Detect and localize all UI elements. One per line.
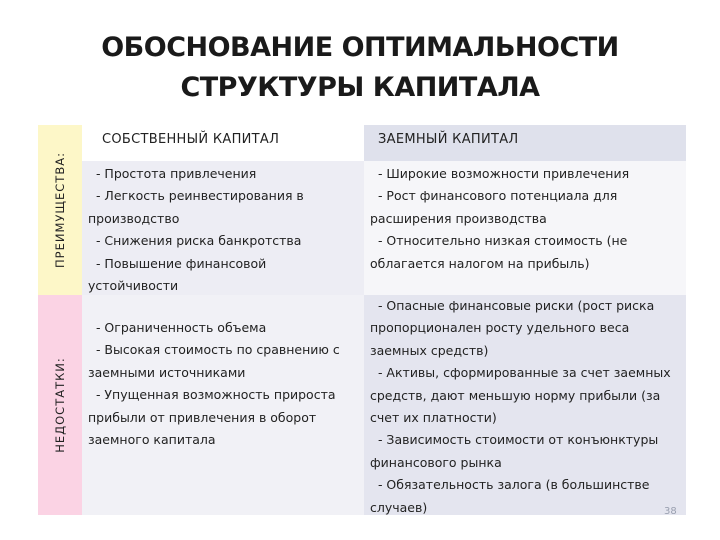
disadvantages-row-header [38, 295, 82, 515]
debt-capital-label: ЗАЕМНЫЙ КАПИТАЛ [378, 132, 519, 147]
cell-line: - Простота привлечения [88, 166, 257, 181]
cell-line: финансового рынка [370, 454, 502, 470]
cell-advantages-debt [364, 161, 686, 295]
cell-line: счет их платности) [370, 410, 497, 426]
cell-line: устойчивости [88, 278, 179, 294]
cell-line: - Снижения риска банкротства [88, 233, 302, 249]
disadvantages-label: НЕДОСТАТКИ: [53, 357, 67, 453]
cell-line: - Обязательность залога (в большинстве [370, 477, 650, 493]
cell-line: пропорционален росту удельного веса [370, 320, 630, 336]
cell-disadvantages-own [82, 295, 364, 515]
cell-line: облагается налогом на прибыль) [370, 255, 590, 271]
cell-line: - Высокая стоимость по сравнению с [88, 342, 340, 358]
cell-line: заемных средств) [370, 342, 489, 358]
cell-line: - Зависимость стоимости от конъюнктуры [370, 432, 659, 448]
cell-text [88, 163, 360, 297]
cell-line: заемными источниками [88, 364, 246, 380]
cell-text [370, 295, 682, 519]
advantages-row-header [38, 125, 82, 295]
cell-line: - Широкие возможности привлечения [370, 166, 630, 181]
title-line-1: ОБОСНОВАНИЕ ОПТИМАЛЬНОСТИ [101, 32, 619, 63]
cell-line: - Повышение финансовой [88, 255, 267, 271]
cell-line: случаев) [370, 499, 428, 515]
page-title [60, 28, 660, 108]
cell-line: средств, дают меньшую норму прибыли (за [370, 387, 661, 403]
cell-line: - Упущенная возможность прироста [88, 387, 336, 403]
cell-advantages-own [82, 161, 364, 295]
cell-line: - Легкость реинвестирования в [88, 188, 304, 204]
cell-line: расширения производства [370, 210, 547, 226]
title-line-2: СТРУКТУРЫ КАПИТАЛА [180, 72, 540, 103]
cell-line: - Активы, сформированные за счет заемных [370, 365, 671, 381]
cell-line: - Опасные финансовые риски (рост риска [370, 298, 655, 313]
cell-text [370, 163, 682, 275]
cell-line: - Рост финансового потенциала для [370, 188, 618, 204]
cell-line: прибыли от привлечения в оборот [88, 409, 317, 425]
cell-line: заемного капитала [88, 432, 216, 448]
cell-disadvantages-debt [364, 295, 686, 515]
cell-line: - Относительно низкая стоимость (не [370, 233, 628, 249]
advantages-label: ПРЕИМУЩЕСТВА: [53, 152, 67, 268]
own-capital-label: СОБСТВЕННЫЙ КАПИТАЛ [102, 132, 280, 147]
page-number: 38 [664, 506, 677, 517]
debt-capital-column-header [364, 125, 686, 161]
cell-line: - Ограниченность объема [88, 320, 267, 335]
cell-text [88, 317, 360, 451]
cell-line: производство [88, 210, 180, 226]
own-capital-column-header [82, 125, 364, 161]
